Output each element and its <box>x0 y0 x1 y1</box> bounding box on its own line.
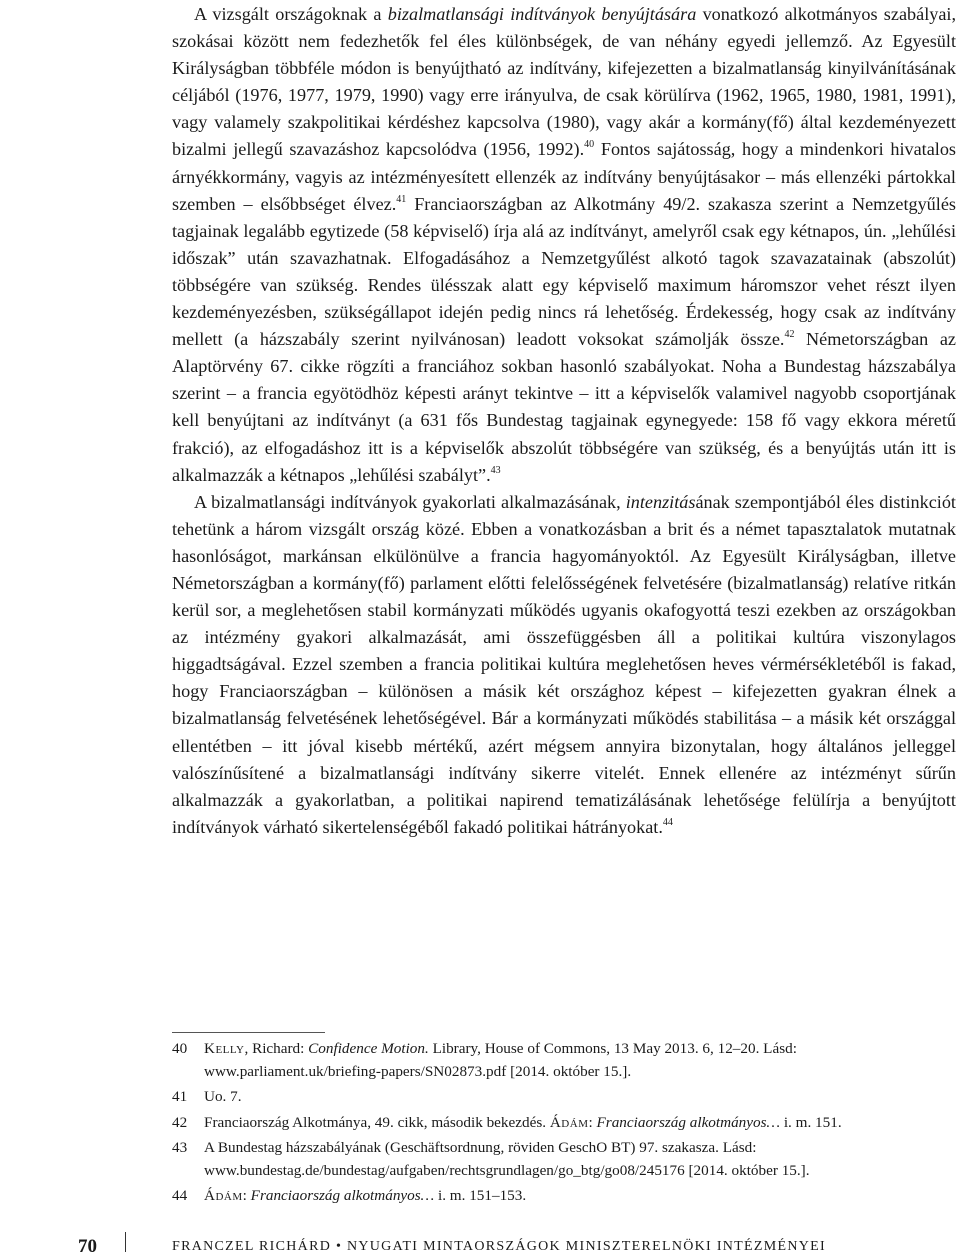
work-title: Franciaország alkotmányos… <box>596 1113 781 1131</box>
footnote-text <box>204 1038 956 1083</box>
text: A Bundestag házszabályának (Geschäftsordnung, röviden GeschO BT) 97. szakasza. Lásd: www.bundestag.de/bundestag/aufgaben/rechtsgrundlagen/go_btg/go08/245176 [2014. október 15.]. <box>204 1139 810 1179</box>
footnote-text <box>204 1137 956 1182</box>
bullet-separator: • <box>335 1239 343 1254</box>
footnote-number: 40 <box>172 1040 188 1057</box>
page-footer <box>0 1228 960 1255</box>
footnote-ref-44[interactable]: 44 <box>662 816 673 828</box>
paragraph-1 <box>172 0 956 489</box>
footnote-number: 41 <box>172 1088 188 1105</box>
footnote-number: 43 <box>172 1139 188 1156</box>
footnote-divider <box>172 1032 325 1033</box>
text: Franciaország Alkotmánya, 49. cikk, második bekezdés. <box>204 1113 550 1131</box>
footnote-44 <box>172 1185 956 1208</box>
footnote-number: 44 <box>172 1187 188 1204</box>
footnotes <box>172 1038 956 1208</box>
footnote-ref-43[interactable]: 43 <box>490 464 501 476</box>
book-title: NYUGATI MINTAORSZÁGOK MINISZTERELNÖKI INTÉZMÉNYEI <box>346 1239 826 1254</box>
author-name: Kelly <box>204 1040 245 1057</box>
footnote-number: 42 <box>172 1113 188 1131</box>
footnote-ref-41[interactable]: 41 <box>396 193 407 205</box>
text: , Richard: <box>244 1040 309 1057</box>
footnote-text <box>204 1086 956 1109</box>
author-name: Ádám <box>204 1187 243 1204</box>
text: A bizalmatlansági indítványok gyakorlati alkalmazásának, <box>194 491 626 512</box>
text: Franciaországban az Alkotmány 49/2. szakasza szerint a Nemzetgyűlés tagjainak legalább egytizede (58 képviselő) írja alá az indítványt, amelyről csak egy kétnapos, ún. „lehűlési időszak” után szavazhatnak. Elfogadásához a Nemzetgyűlést alkotó tagok szavazatainak (abszolút) többségére van szükség. Rendes ülésszak alatt egy képviselő maximum háromszor vehet részt ilyen kezdeményezésben, szükségállapot idején pedig nincs rá lehetőség. Érdekesség, hogy csak az indítvány mellett (a házszabály szerint nyilvánosan) leadott voksokat számolják össze. <box>172 193 956 350</box>
italic-text: intenzitás <box>625 491 696 512</box>
text: i. m. 151. <box>780 1113 842 1131</box>
text: i. m. 151–153. <box>434 1187 527 1204</box>
paragraph-2 <box>172 489 956 841</box>
text: vonatkozó alkotmányos szabályai, szokásai között nem fedezhetők fel éles különbségek, de van néhány egyedi jellemző. Az Egyesült Királyságban többféle módon is benyújtható az indítvány, kifejezetten a bizalmatlanság kinyilvánításának céljából (1976, 1977, 1979, 1990) vagy erre irányulva, de csak körülírva (1962, 1965, 1980, 1981, 1991), vagy valamely szakpolitikai kérdéshez kapcsolva (1980), vagy akár a kormány(fő) által kezdeményezett bizalmi jellegű szavazáshoz kapcsolódva (1956, 1992). <box>172 4 957 160</box>
italic-text: bizalmatlansági indítványok benyújtására <box>387 4 697 24</box>
footnote-42 <box>172 1112 956 1135</box>
footnote-40 <box>172 1038 956 1083</box>
footer-divider <box>125 1232 126 1252</box>
page-number: 70 <box>78 1236 97 1257</box>
author: FRANCZEL RICHÁRD <box>172 1239 332 1254</box>
author-name: Ádám <box>549 1113 589 1131</box>
text: Uo. 7. <box>204 1088 242 1105</box>
text: ának szempontjából éles distinkciót tehetünk a három vizsgált ország közé. Ebben a vonatkozásban a brit és a német tapasztalatok mutatnak hasonlóságot, markánsan elkülönülve a francia hagyományoktól. Az Egyesült Királyságban, illetve Németországban a kormány(fő) parlament előtti felelősségének felvetésére (bizalmatlanság) relatíve ritkán kerül sor, a meglehetősen stabil kormányzati működés ugyanis okafogyottá teszi ezekben az országokban az intézmény gyakori alkalmazását, ami összefüggésben áll a politikai kultúra viszonylagos higgadtságával. Ezzel szemben a francia politikai kultúra meglehetősen heves vérmérsékletéből is fakad, hogy Franciaországban – különösen a másik két országhoz képest – kifejezetten gyakran élnek a bizalmatlanság felvetésének lehetőségével. Bár a kormányzati működés stabilitása – a másik két országgal ellentétben – itt jóval kisebb mértékű, azért mégsem annyira bizonytalan, hogy általános jelleggel valószínűsítené a bizalmatlansági indítvány sikerre vitelét. Ennek ellenére az intézményt sűrűn alkalmazzák a gyakorlatban, a politikai napirend tematizálásának lehetősége felülírja a benyújtott indítványok várható sikertelenségéből fakadó politikai hátrányokat. <box>172 491 956 837</box>
footnote-43 <box>172 1137 956 1182</box>
running-head <box>172 1239 826 1255</box>
work-title: Confidence Motion. <box>308 1040 429 1057</box>
work-title: Franciaország alkotmányos… <box>250 1187 435 1204</box>
text: : <box>242 1187 251 1204</box>
text: Library, House of Commons, 13 May 2013. 6, 12–20. Lásd: www.parliament.uk/briefing-papers/SN02873.pdf [2014. október 15.]. <box>204 1040 797 1080</box>
text: A vizsgált országoknak a <box>194 4 388 24</box>
text: Németországban az Alaptörvény 67. cikke rögzíti a franciához sokban hasonló szabályokat. Noha a Bundestag házszabálya szerint – a francia egyötödhöz képesti arányt tekintve – itt a képviselők valamivel nagyobb csoportjának kell benyújtani az indítványt (a 631 fős Bundestag tagjainak egynegyede: 158 fő vagy ekkora méretű frakció), az elfogadáshoz itt is a képviselők abszolút többségére van szükség, és a benyújtás után itt is alkalmazzák a kétnapos „lehűlési szabályt”. <box>172 329 956 485</box>
footnote-41 <box>172 1086 956 1109</box>
footnote-ref-40[interactable]: 40 <box>584 139 595 151</box>
footnote-ref-42[interactable]: 42 <box>784 329 795 341</box>
footnote-text <box>204 1112 956 1135</box>
text: Fontos sajátosság, hogy a mindenkori hivatalos árnyékkormány, vagyis az intézményesített ellenzék az indítvány benyújtásakor – más ellenzéki pártokkal szemben – elsőbbséget élvez. <box>172 139 957 214</box>
page-body <box>172 0 956 841</box>
footnote-text <box>204 1185 956 1208</box>
text: : <box>588 1113 597 1131</box>
